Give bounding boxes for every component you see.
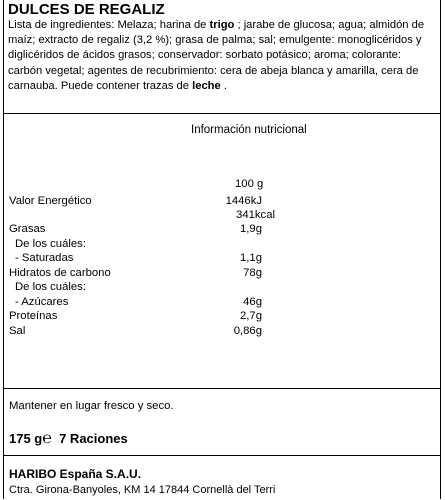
nutrition-row-value: 46g [243,296,262,308]
nutrition-row-value: 1,1g [240,252,262,264]
nutrition-row-value: 1446kJ [225,195,262,207]
allergen-trigo: trigo [209,19,235,31]
divider-top [3,113,441,114]
storage-instruction: Mantener en lugar fresco y seco. [9,400,174,412]
nutrition-row-label: De los cuáles: [15,238,86,250]
net-quantity [9,430,128,448]
ingredients-part: . [220,79,227,92]
allergen-leche: leche [192,79,221,92]
portions: 7 Raciones [59,431,128,446]
nutrition-row-label: De los cuáles: [15,281,86,293]
nutrition-row-value: 78g [243,267,262,279]
nutrition-row-label: Proteínas [9,310,58,322]
nutrition-row-label: Grasas [9,223,46,235]
nutrition-row-label: Sal [9,325,26,337]
nutrition-row-value: 0,86g [233,325,262,337]
divider-company [3,455,441,456]
net-weight: 175 g [9,431,43,446]
nutrition-row-label: - Saturadas [15,252,74,264]
divider-bottom [3,388,441,389]
company-address: Ctra. Girona-Banyoles, KM 14 17844 Cornellà del Terri [9,484,276,496]
nutrition-per-label: 100 g [235,178,264,190]
nutrition-row-value: 341kcal [236,209,275,221]
estimate-mark-icon: ℮ [42,430,52,447]
nutrition-title: Información nutricional [191,124,307,136]
product-title: DULCES DE REGALIZ [8,1,165,18]
nutrition-row-label: Hidratos de carbono [9,267,111,279]
ingredients-text [8,18,438,94]
nutrition-row-value: 2,7g [240,310,262,322]
ingredients-part: ; jarabe de glucosa; agua; almidón de maíz; extracto de regaliz (3,2 %); grasa de palma; sal; emulgente: monoglicéridos y diglicéridos de ácidos grasos; conservador: sorbato potásico; aroma; colorante: carbón vegetal; agentes de recubrimiento: cera de abeja blanca y amarilla, cera de carnauba. Puede contener trazas de [8,19,425,92]
nutrition-row-label: Valor Energético [9,195,92,207]
nutrition-row-label: - Azúcares [15,296,69,308]
ingredients-part: Lista de ingredientes: Melaza; harina de [8,19,210,31]
nutrition-row-value: 1,9g [240,223,262,235]
company-name: HARIBO España S.A.U. [9,467,142,481]
